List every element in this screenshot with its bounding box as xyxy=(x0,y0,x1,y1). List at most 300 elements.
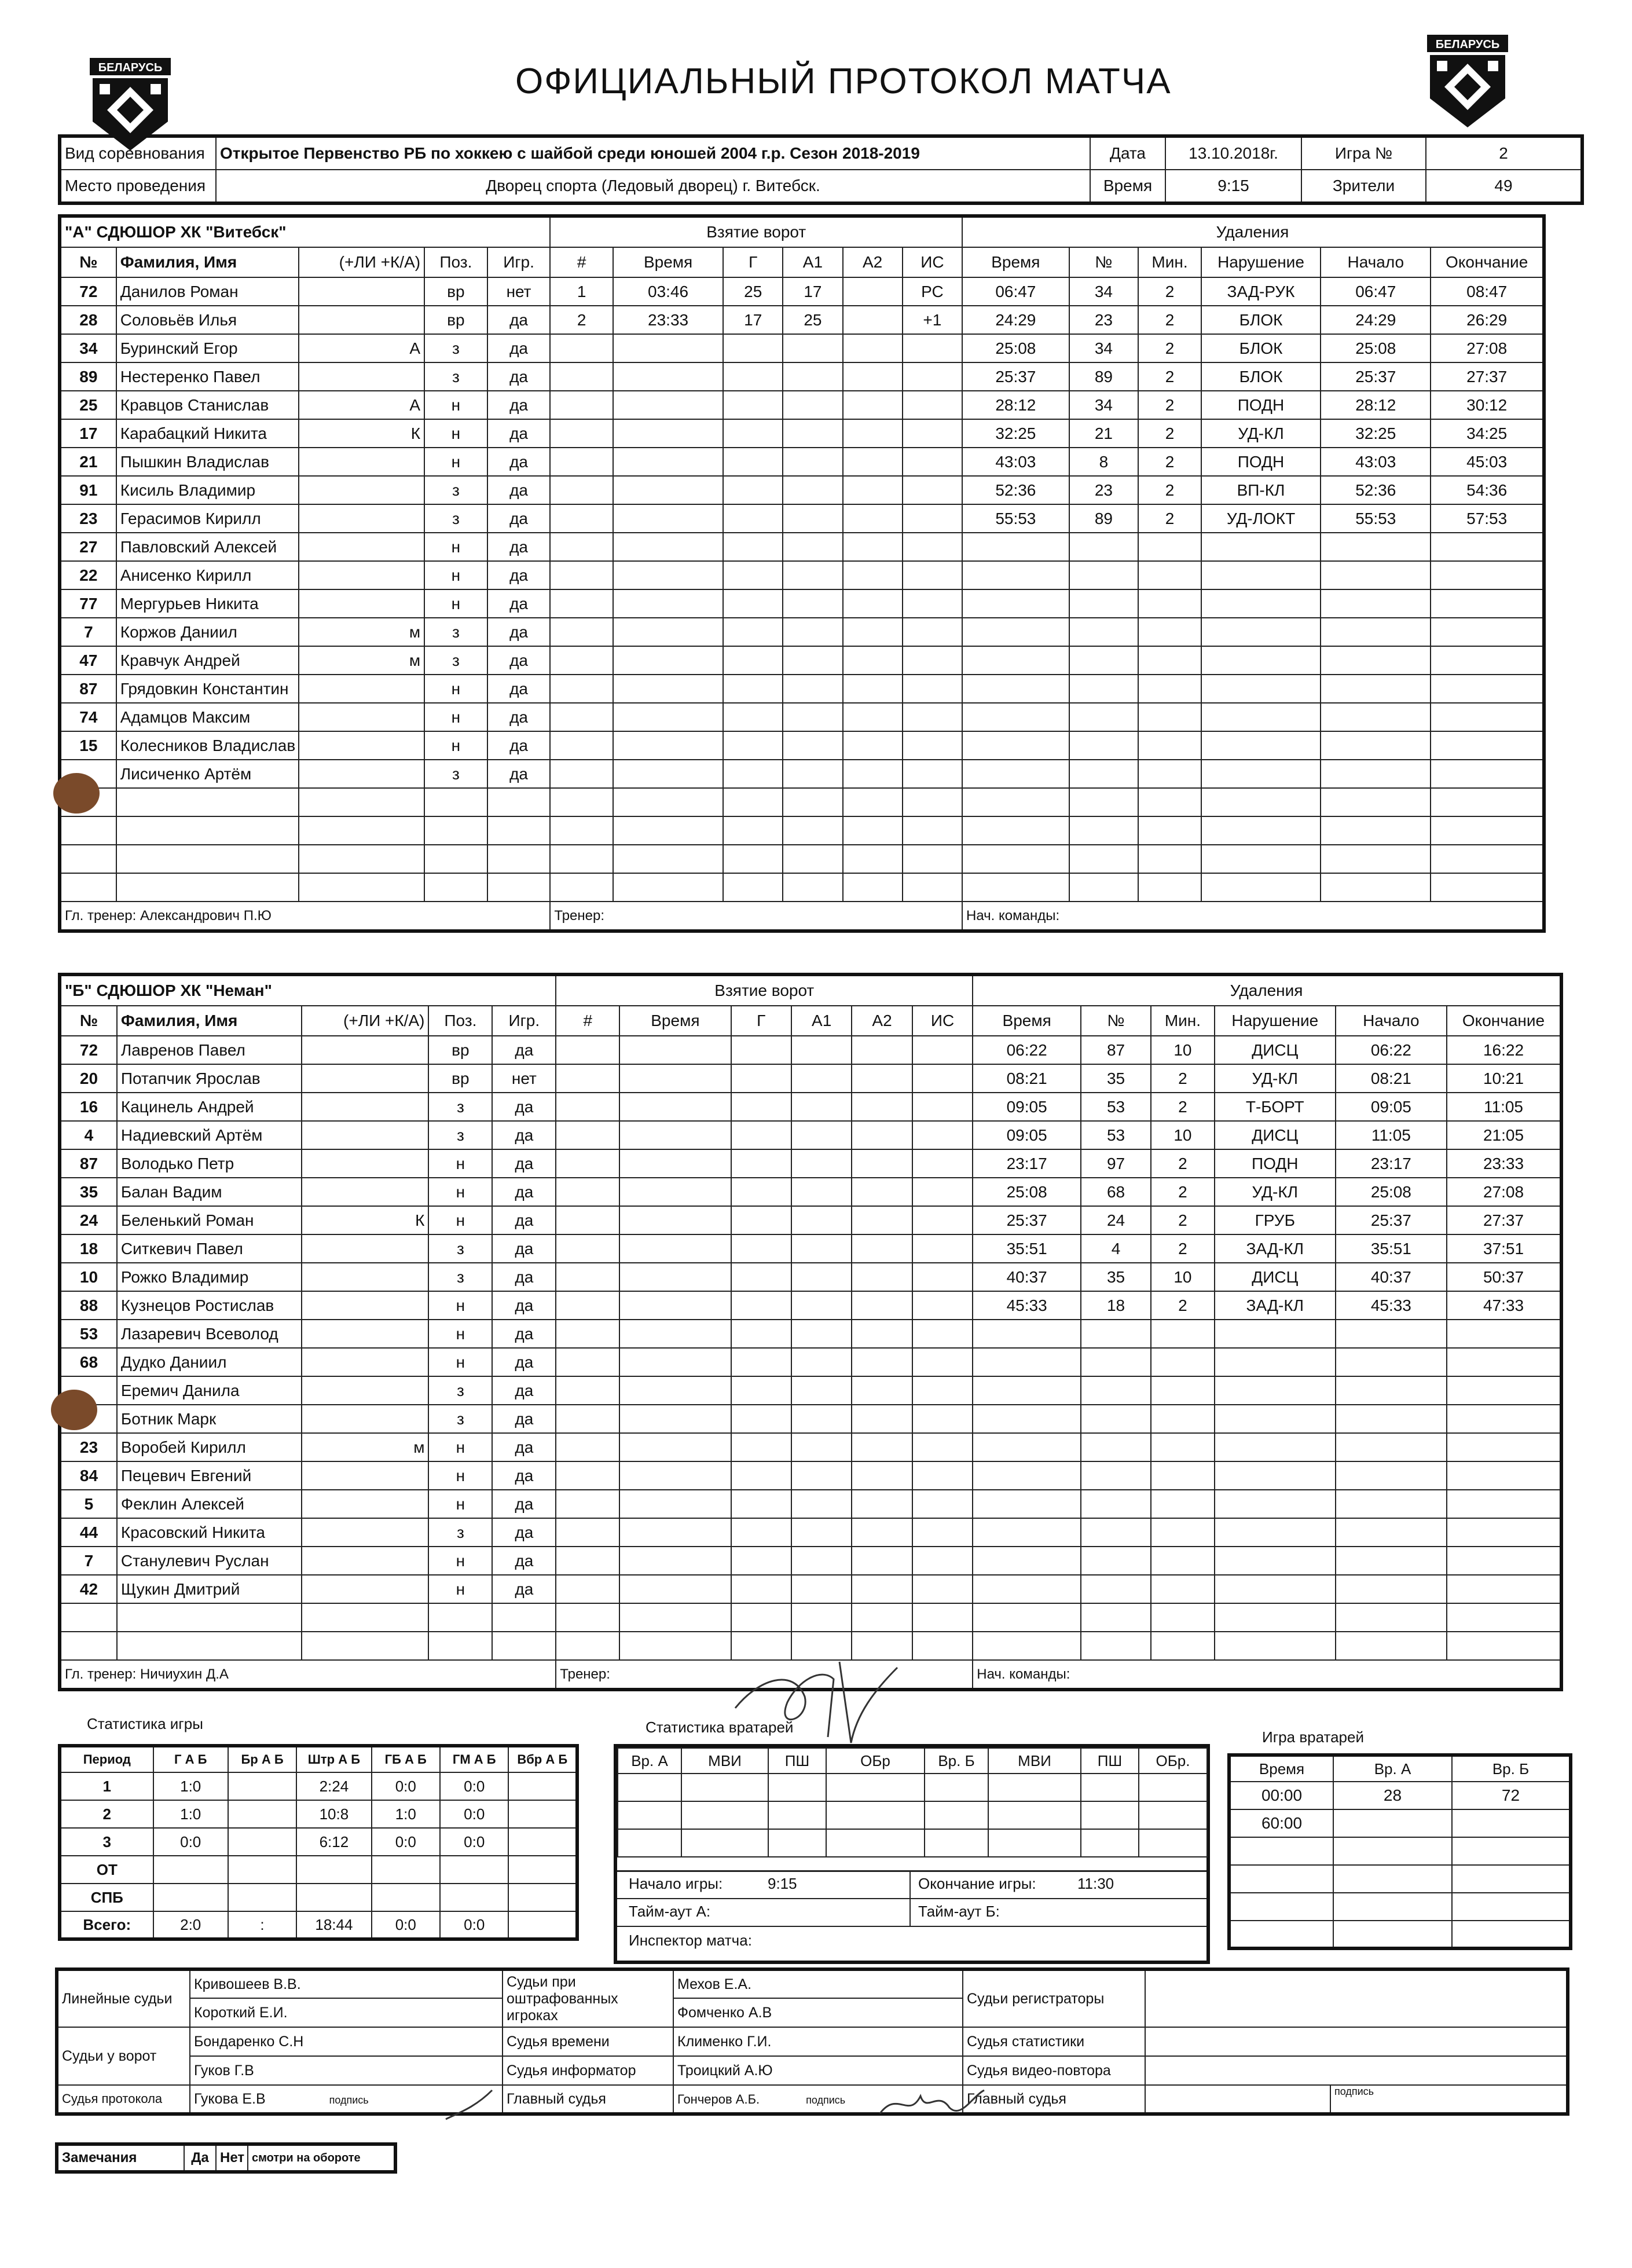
goal-a2 xyxy=(852,1461,912,1490)
player-status xyxy=(299,504,424,533)
goal-is xyxy=(903,419,962,448)
goalie-stats-cell xyxy=(618,1829,681,1857)
goalie-play-cell: 60:00 xyxy=(1229,1809,1333,1837)
penalty-time xyxy=(962,845,1069,873)
penalty-num: 53 xyxy=(1081,1121,1151,1149)
player-status xyxy=(302,1490,429,1518)
goalie-stats-cell xyxy=(1139,1774,1207,1801)
team_b-title: "Б" СДЮШОР ХК "Неман" xyxy=(60,974,556,1006)
goal-n xyxy=(556,1518,619,1547)
penalty-start: 06:22 xyxy=(1336,1036,1447,1064)
registrars-value xyxy=(1145,1969,1568,2027)
player-played: да xyxy=(487,675,551,703)
penalty-time: 55:53 xyxy=(962,504,1069,533)
goal-time xyxy=(619,1093,731,1121)
penalty-num: 97 xyxy=(1081,1149,1151,1178)
penalty-time: 52:36 xyxy=(962,476,1069,504)
goalie-play-cell xyxy=(1229,1837,1333,1865)
penalty-type xyxy=(1201,731,1321,760)
penalty-num: 87 xyxy=(1081,1036,1151,1064)
goalie-play-col-1: Вр. А xyxy=(1333,1755,1452,1782)
goal-a2 xyxy=(852,1376,912,1405)
goal-a2 xyxy=(852,1291,912,1320)
player-status xyxy=(302,1093,429,1121)
player-position: вр xyxy=(424,277,487,306)
goal-time xyxy=(619,1178,731,1206)
team_b-goal-col-2: Г xyxy=(731,1006,791,1036)
goalie-play-cell xyxy=(1452,1865,1571,1893)
player-row xyxy=(60,504,1544,533)
date-label: Дата xyxy=(1090,136,1165,170)
game-stats-cell: 3 xyxy=(60,1828,153,1856)
goal-a2 xyxy=(852,1178,912,1206)
goal-n xyxy=(550,362,613,391)
goal-time xyxy=(619,1405,731,1433)
player-row xyxy=(60,419,1544,448)
goal-g xyxy=(731,1178,791,1206)
team_a-penalties-header: Удаления xyxy=(962,216,1544,247)
penalty-num xyxy=(1081,1490,1151,1518)
goal-time xyxy=(613,391,723,419)
goal-time xyxy=(613,731,723,760)
goal-n xyxy=(550,873,613,902)
goal-a2 xyxy=(843,561,903,589)
penalty-type: БЛОК xyxy=(1201,306,1321,334)
game-stats-cell xyxy=(153,1884,228,1911)
team_a-col-played: Игр. xyxy=(487,247,551,277)
penalty-time: 09:05 xyxy=(973,1093,1081,1121)
player-name xyxy=(117,1603,302,1632)
goal-is xyxy=(912,1405,973,1433)
goalie-stats-cell xyxy=(1139,1801,1207,1829)
player-played: да xyxy=(487,760,551,788)
player-row xyxy=(60,334,1544,362)
penalty-start xyxy=(1321,760,1431,788)
goal-time: 23:33 xyxy=(613,306,723,334)
goal-is xyxy=(903,760,962,788)
player-status xyxy=(299,362,424,391)
goal-g xyxy=(731,1575,791,1603)
penalty-start xyxy=(1321,845,1431,873)
goal-g xyxy=(723,675,783,703)
player-position: н xyxy=(424,703,487,731)
player-number: 23 xyxy=(60,1433,117,1461)
goal-g xyxy=(731,1149,791,1178)
team_b-goal-col-0: # xyxy=(556,1006,619,1036)
penalty-num xyxy=(1069,618,1139,646)
player-number: 25 xyxy=(60,391,116,419)
player-name: Балан Вадим xyxy=(117,1178,302,1206)
goal-a1: 17 xyxy=(783,277,842,306)
goal-is xyxy=(912,1149,973,1178)
player-played: да xyxy=(492,1547,556,1575)
team_b-col-pos: Поз. xyxy=(428,1006,492,1036)
goal-g xyxy=(731,1348,791,1376)
game-stats-cell: 2:0 xyxy=(153,1911,228,1939)
player-played: да xyxy=(487,448,551,476)
goal-a1 xyxy=(791,1348,852,1376)
penalty-min xyxy=(1151,1518,1215,1547)
game-stats-cell xyxy=(228,1828,296,1856)
goal-time xyxy=(613,618,723,646)
goal-n xyxy=(550,816,613,845)
penalty-min xyxy=(1138,533,1201,561)
penalty-num xyxy=(1081,1547,1151,1575)
goal-g xyxy=(723,476,783,504)
game-stats-cell xyxy=(153,1856,228,1884)
goal-is xyxy=(903,845,962,873)
player-row xyxy=(60,1291,1561,1320)
goal-n xyxy=(556,1632,619,1660)
goal-g xyxy=(731,1490,791,1518)
referee-signature xyxy=(874,2079,990,2131)
team_a-pen-col-2: Мин. xyxy=(1138,247,1201,277)
penalty-type: ЗАД-КЛ xyxy=(1215,1291,1336,1320)
penalty-num: 24 xyxy=(1081,1206,1151,1234)
game-stats-cell: СПБ xyxy=(60,1884,153,1911)
penalty-type xyxy=(1215,1518,1336,1547)
player-played: да xyxy=(487,334,551,362)
goal-g xyxy=(731,1263,791,1291)
penalty-type xyxy=(1201,816,1321,845)
player-position: н xyxy=(428,1320,492,1348)
goal-g xyxy=(731,1121,791,1149)
goal-is xyxy=(912,1376,973,1405)
penalty-type xyxy=(1215,1348,1336,1376)
penalty-start xyxy=(1336,1547,1447,1575)
game-stats-cell xyxy=(508,1911,577,1939)
penalty-time: 43:03 xyxy=(962,448,1069,476)
player-row xyxy=(60,1376,1561,1405)
player-number: 7 xyxy=(60,1547,117,1575)
goal-g xyxy=(723,391,783,419)
penalty-num xyxy=(1069,816,1139,845)
player-name: Ситкевич Павел xyxy=(117,1234,302,1263)
penalty-end: 30:12 xyxy=(1431,391,1544,419)
team_a-title: "А" СДЮШОР ХК "Витебск" xyxy=(60,216,550,247)
penalty-start: 25:08 xyxy=(1321,334,1431,362)
goal-a2 xyxy=(843,589,903,618)
goal-g xyxy=(723,760,783,788)
player-number: 15 xyxy=(60,731,116,760)
penalty-end xyxy=(1447,1405,1561,1433)
player-status: К xyxy=(299,419,424,448)
goalie-stats-row xyxy=(618,1801,1207,1829)
penalty-min xyxy=(1151,1461,1215,1490)
player-row xyxy=(60,618,1544,646)
player-number xyxy=(60,1632,117,1660)
penalty-num: 8 xyxy=(1069,448,1139,476)
player-position: н xyxy=(424,448,487,476)
team_b-pen-col-3: Нарушение xyxy=(1215,1006,1336,1036)
game-stats-cell xyxy=(372,1884,440,1911)
penalty-time xyxy=(962,561,1069,589)
goal-a1 xyxy=(783,391,842,419)
team_a-pen-col-3: Нарушение xyxy=(1201,247,1321,277)
penalty-time xyxy=(962,873,1069,902)
penalty-time: 25:37 xyxy=(973,1206,1081,1234)
penalty-end xyxy=(1431,873,1544,902)
penalty-min xyxy=(1151,1547,1215,1575)
goal-time xyxy=(619,1632,731,1660)
team_a-goal-col-3: А1 xyxy=(783,247,842,277)
goalie-stats-title: Статистика вратарей xyxy=(646,1719,794,1736)
player-status xyxy=(302,1603,429,1632)
game-label: Игра № xyxy=(1301,136,1426,170)
penalty-start xyxy=(1321,533,1431,561)
game-stats-cell: ОТ xyxy=(60,1856,153,1884)
player-status xyxy=(299,561,424,589)
goal-is xyxy=(912,1490,973,1518)
penalty-start: 35:51 xyxy=(1336,1234,1447,1263)
penalty-end: 10:21 xyxy=(1447,1064,1561,1093)
penalty-min xyxy=(1138,675,1201,703)
goalie-stats-cell xyxy=(988,1801,1081,1829)
penalty-time xyxy=(962,646,1069,675)
penalty-type: УД-КЛ xyxy=(1201,419,1321,448)
goal-time xyxy=(613,675,723,703)
goal-n xyxy=(556,1376,619,1405)
goal-time xyxy=(613,334,723,362)
goal-a1 xyxy=(783,816,842,845)
player-position: з xyxy=(424,760,487,788)
penalty-num xyxy=(1069,845,1139,873)
game-stats-cell xyxy=(440,1856,508,1884)
goal-time xyxy=(613,362,723,391)
referee-sign-label: подпись xyxy=(806,2094,846,2106)
game-stats-cell xyxy=(508,1800,577,1828)
penalty-min xyxy=(1138,561,1201,589)
penalty-start xyxy=(1321,788,1431,816)
goalie-stats-cell xyxy=(826,1829,925,1857)
scorer-value: Гукова Е.В xyxy=(194,2090,266,2107)
goal-time xyxy=(619,1518,731,1547)
goal-n: 1 xyxy=(550,277,613,306)
penalty-time: 24:29 xyxy=(962,306,1069,334)
player-row xyxy=(60,1149,1561,1178)
team_b-goals-header: Взятие ворот xyxy=(556,974,973,1006)
inspector-label: Инспектор матча: xyxy=(629,1932,752,1949)
penalty-type: ПОДН xyxy=(1201,391,1321,419)
penalty-end xyxy=(1447,1376,1561,1405)
team_b-pen-col-4: Начало xyxy=(1336,1006,1447,1036)
penalty-min xyxy=(1138,845,1201,873)
penalty-type: ГРУБ xyxy=(1215,1206,1336,1234)
player-name: Дудко Даниил xyxy=(117,1348,302,1376)
goal-a1 xyxy=(791,1433,852,1461)
player-number: 24 xyxy=(60,1206,117,1234)
penalty-type: УД-КЛ xyxy=(1215,1178,1336,1206)
team_a-goals-header: Взятие ворот xyxy=(550,216,962,247)
penalty-num: 89 xyxy=(1069,362,1139,391)
penalty-type xyxy=(1201,788,1321,816)
player-status xyxy=(302,1632,429,1660)
player-row xyxy=(60,1461,1561,1490)
chief-judge-label: Главный судья xyxy=(963,2085,1145,2114)
goal-a2 xyxy=(852,1490,912,1518)
penalty-end: 27:37 xyxy=(1431,362,1544,391)
player-status xyxy=(299,533,424,561)
game-stats-cell xyxy=(296,1856,371,1884)
penalty-num: 23 xyxy=(1069,476,1139,504)
goalie-stats-cell xyxy=(826,1774,925,1801)
goal-a1 xyxy=(791,1149,852,1178)
goal-time xyxy=(619,1036,731,1064)
penalty-num: 34 xyxy=(1069,334,1139,362)
team_b-col-played: Игр. xyxy=(492,1006,556,1036)
goal-a2 xyxy=(843,334,903,362)
team_b-pen-col-5: Окончание xyxy=(1447,1006,1561,1036)
timekeeper-label: Судья времени xyxy=(503,2027,673,2056)
penalty-start: 25:37 xyxy=(1336,1206,1447,1234)
goal-a2 xyxy=(843,675,903,703)
goal-a1 xyxy=(783,504,842,533)
goal-time xyxy=(613,845,723,873)
player-played xyxy=(487,873,551,902)
goalie-play-cell xyxy=(1452,1809,1571,1837)
game-stats-cell xyxy=(228,1772,296,1800)
goal-is xyxy=(903,561,962,589)
goal-a2 xyxy=(852,1603,912,1632)
goalie-stats-cell xyxy=(768,1829,826,1857)
goal-is xyxy=(903,362,962,391)
penalty-min xyxy=(1138,873,1201,902)
player-played: нет xyxy=(487,277,551,306)
goal-n xyxy=(550,788,613,816)
goalie-stats-table xyxy=(617,1747,1208,1857)
player-number: 21 xyxy=(60,448,116,476)
goalie-play-cell xyxy=(1452,1837,1571,1865)
goal-a2 xyxy=(852,1234,912,1263)
goal-is xyxy=(912,1632,973,1660)
player-number xyxy=(60,1603,117,1632)
penalty-end: 11:05 xyxy=(1447,1093,1561,1121)
punch-hole-top xyxy=(53,773,100,814)
player-number: 7 xyxy=(60,618,116,646)
goal-n xyxy=(550,589,613,618)
penalty-min xyxy=(1151,1575,1215,1603)
penalty-min xyxy=(1151,1376,1215,1405)
goal-a1 xyxy=(783,703,842,731)
player-position: н xyxy=(424,589,487,618)
player-played: да xyxy=(492,1206,556,1234)
goalie-stats-cell xyxy=(1081,1774,1139,1801)
player-name xyxy=(116,816,299,845)
penalty-time: 06:22 xyxy=(973,1036,1081,1064)
penalty-end xyxy=(1431,561,1544,589)
remarks-see-back: смотри на обороте xyxy=(248,2144,395,2172)
player-name: Лавренов Павел xyxy=(117,1036,302,1064)
goal-g xyxy=(731,1376,791,1405)
penalty-start xyxy=(1336,1575,1447,1603)
player-name: Потапчик Ярослав xyxy=(117,1064,302,1093)
goal-a1 xyxy=(791,1320,852,1348)
goalie-stats-col-2: ПШ xyxy=(768,1748,826,1774)
team_b-coach-label: Тренер: xyxy=(556,1660,973,1690)
player-row xyxy=(60,1234,1561,1263)
penalty-judge-2: Фомченко А.В xyxy=(673,1998,963,2027)
player-row xyxy=(60,1121,1561,1149)
game-stats-row xyxy=(60,1772,577,1800)
player-status xyxy=(302,1149,429,1178)
goalie-stats-cell xyxy=(768,1774,826,1801)
penalty-time: 25:37 xyxy=(962,362,1069,391)
player-row xyxy=(60,1433,1561,1461)
goal-is xyxy=(912,1433,973,1461)
penalty-judge-1: Мехов Е.А. xyxy=(673,1969,963,1998)
player-name: Карабацкий Никита xyxy=(116,419,299,448)
player-status xyxy=(302,1575,429,1603)
goalie-play-col-2: Вр. Б xyxy=(1452,1755,1571,1782)
game-stats-row xyxy=(60,1884,577,1911)
player-status xyxy=(302,1263,429,1291)
player-name: Павловский Алексей xyxy=(116,533,299,561)
goal-a2 xyxy=(843,873,903,902)
goal-is xyxy=(912,1036,973,1064)
player-status xyxy=(302,1291,429,1320)
penalty-end: 50:37 xyxy=(1447,1263,1561,1291)
player-position: н xyxy=(424,561,487,589)
goalie-stats-cell xyxy=(681,1774,768,1801)
announcer-label: Судья информатор xyxy=(503,2056,673,2085)
penalty-start xyxy=(1321,816,1431,845)
penalty-num xyxy=(1081,1433,1151,1461)
player-played: да xyxy=(487,362,551,391)
goal-g xyxy=(731,1461,791,1490)
goal-a2 xyxy=(852,1405,912,1433)
team_b-pen-col-0: Время xyxy=(973,1006,1081,1036)
goal-a2 xyxy=(843,760,903,788)
goal-a1 xyxy=(791,1093,852,1121)
penalty-type: ЗАД-РУК xyxy=(1201,277,1321,306)
goal-n xyxy=(550,618,613,646)
game-stats-cell xyxy=(508,1884,577,1911)
goal-is xyxy=(912,1575,973,1603)
player-row xyxy=(60,1206,1561,1234)
penalty-min: 10 xyxy=(1151,1121,1215,1149)
penalty-type xyxy=(1201,703,1321,731)
player-name: Пышкин Владислав xyxy=(116,448,299,476)
game-stats-col-2: Бр А Б xyxy=(228,1746,296,1772)
game-value: 2 xyxy=(1426,136,1582,170)
goal-a2 xyxy=(843,277,903,306)
penalty-min: 2 xyxy=(1151,1093,1215,1121)
penalty-type xyxy=(1201,760,1321,788)
penalty-time xyxy=(973,1348,1081,1376)
goal-g xyxy=(731,1433,791,1461)
player-status xyxy=(302,1348,429,1376)
player-name xyxy=(116,788,299,816)
goalie-play-cell xyxy=(1229,1893,1333,1921)
goal-is xyxy=(912,1064,973,1093)
goal-a1 xyxy=(783,873,842,902)
player-status xyxy=(302,1036,429,1064)
player-played xyxy=(487,816,551,845)
penalty-type: ПОДН xyxy=(1201,448,1321,476)
goal-time xyxy=(613,589,723,618)
player-played xyxy=(492,1603,556,1632)
goal-a2 xyxy=(852,1518,912,1547)
goal-time xyxy=(613,816,723,845)
penalty-num xyxy=(1069,760,1139,788)
scorer-signature xyxy=(440,2084,498,2131)
goalie-play-cell xyxy=(1452,1921,1571,1948)
player-name: Кузнецов Ростислав xyxy=(117,1291,302,1320)
goal-is xyxy=(912,1178,973,1206)
goalie-play-title: Игра вратарей xyxy=(1262,1728,1364,1746)
goal-n xyxy=(550,675,613,703)
penalty-min xyxy=(1151,1348,1215,1376)
